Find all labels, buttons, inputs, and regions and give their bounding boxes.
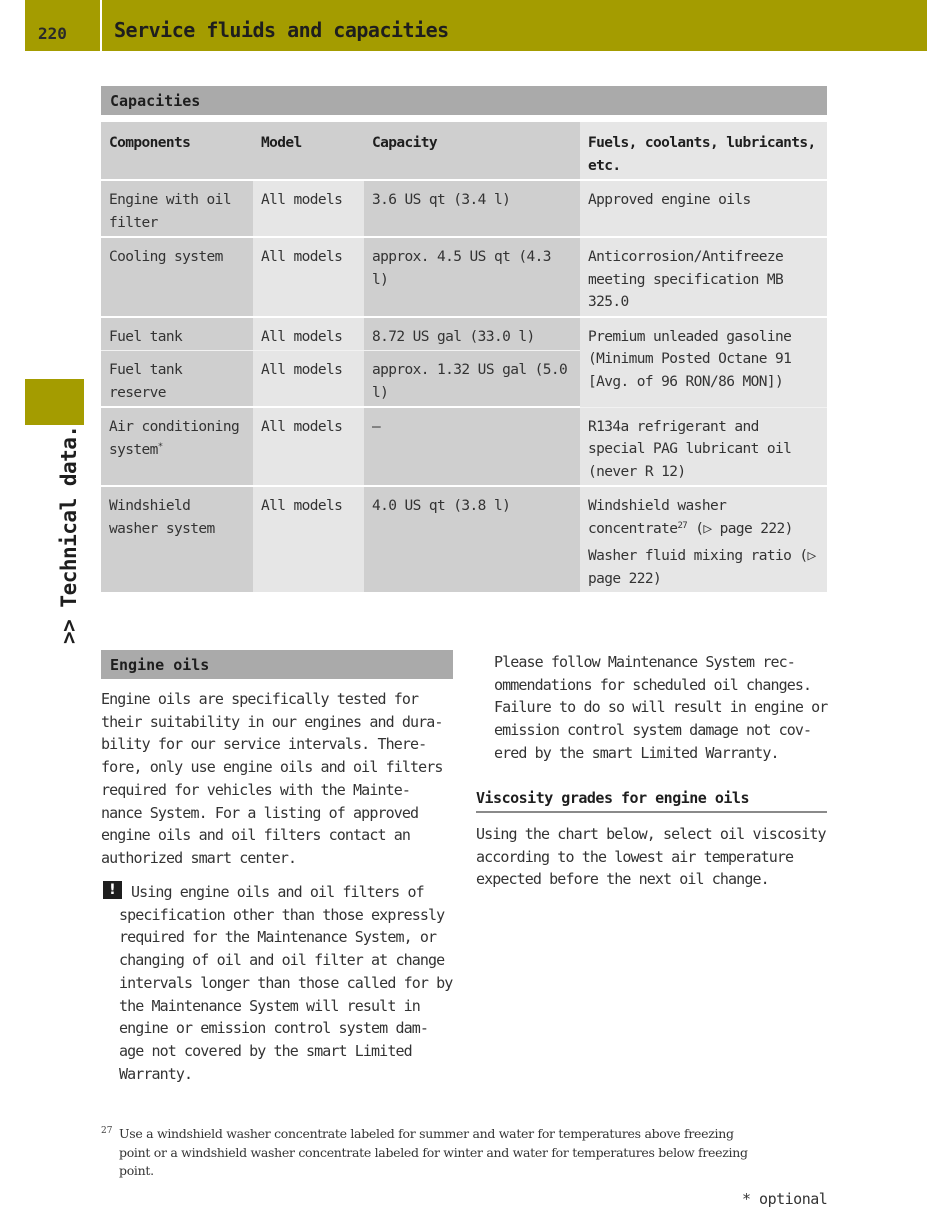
header-divider — [100, 0, 102, 51]
capacities-title: Capacities — [101, 86, 827, 115]
capacity-cell: 3.6 US qt (3.4 l) — [364, 180, 580, 237]
maintenance-paragraph: Please follow Maintenance System rec- ommendations for scheduled oil changes. Failure to do so will result in engine or emission control system damage not cov- ered by the smart Limited Warranty. — [494, 653, 828, 762]
page-title: Service fluids and capacities — [114, 18, 449, 42]
component-cell: Windshield washer system — [101, 486, 253, 593]
capacity-cell: — — [364, 407, 580, 486]
capacity-cell: 4.0 US qt (3.8 l) — [364, 486, 580, 593]
model-cell: All models — [253, 317, 364, 351]
component-cell: Fuel tank reserve — [101, 351, 253, 408]
component-cell: Fuel tank — [101, 317, 253, 351]
column-header: Fuels, coolants, lubricants, etc. — [580, 122, 827, 180]
page-number: 220 — [38, 24, 67, 43]
component-cell: Engine with oil filter — [101, 180, 253, 237]
optional-mark: * — [157, 441, 163, 452]
warning-text: Using engine oils and oil filters of specification other than those expressly required for the Maintenance System, or changing of oil and oil filter at change intervals longer than those called for by the Maintenance System will result in engine or emission control system dam- age not covered by the smart Limited Warranty. — [119, 883, 453, 1083]
side-tab-marker — [25, 379, 84, 425]
fluid-text: Windshield washer concentrate — [588, 498, 727, 537]
capacity-cell: 8.72 US gal (33.0 l) — [364, 317, 580, 351]
table-row — [101, 407, 827, 486]
page-reference-link[interactable]: (▷ page 222) — [695, 520, 793, 537]
model-cell: All models — [253, 237, 364, 317]
model-cell: All models — [253, 351, 364, 408]
capacity-cell: approx. 4.5 US qt (4.3 l) — [364, 237, 580, 317]
component-text: Air conditioning system — [109, 419, 240, 458]
fluid-line-2: Washer fluid mixing ratio (▷ page 222) — [588, 548, 816, 587]
model-cell: All models — [253, 407, 364, 486]
model-cell: All models — [253, 180, 364, 237]
footnote-mark: 27 — [101, 1126, 113, 1136]
table-header-row — [101, 122, 827, 180]
viscosity-paragraph: Using the chart below, select oil viscosity according to the lowest air temperature expected before the next oil change. — [476, 825, 826, 889]
footnote-ref: 27 — [677, 520, 688, 531]
table-row — [101, 180, 827, 237]
fluid-cell: Anticorrosion/Antifreeze meeting specification MB 325.0 — [580, 237, 827, 317]
component-cell — [101, 407, 253, 486]
side-section-label: >> Technical data. — [57, 425, 81, 644]
engine-oils-title: Engine oils — [101, 650, 453, 679]
column-header: Model — [253, 122, 364, 180]
warning-paragraph — [119, 881, 464, 1085]
footnote-text: Use a windshield washer concentrate labeled for summer and water for temperatures above freezing point or a windshield washer concentrate labeled for winter and water for temperatures below freezing point. — [119, 1126, 748, 1178]
column-header: Capacity — [364, 122, 580, 180]
capacities-table — [101, 122, 827, 594]
fluid-cell: R134a refrigerant and special PAG lubricant oil (never R 12) — [580, 407, 827, 486]
fluid-cell: Approved engine oils — [580, 180, 827, 237]
fluid-line — [588, 495, 819, 540]
table-row — [101, 486, 827, 593]
column-header: Components — [101, 122, 253, 180]
table-row — [101, 317, 827, 351]
component-cell: Cooling system — [101, 237, 253, 317]
fluid-cell — [580, 486, 827, 593]
table-row — [101, 237, 827, 317]
viscosity-heading: Viscosity grades for engine oils — [476, 789, 827, 813]
capacity-cell: approx. 1.32 US gal (5.0 l) — [364, 351, 580, 408]
model-cell: All models — [253, 486, 364, 593]
fluid-cell: Premium unleaded gasoline (Minimum Posted Octane 91 [Avg. of 96 RON/86 MON]) — [580, 317, 827, 408]
warning-icon: ! — [103, 881, 122, 899]
optional-note: * optional — [742, 1190, 828, 1208]
engine-oils-paragraph: Engine oils are specifically tested for their suitability in our engines and dura- bility for our service intervals. There- fore, only use engine oils and oil filters required for vehicles with the Mainte- nance System. For a listing of approved engine oils and oil filters contact an authorized smart center. — [101, 690, 443, 867]
